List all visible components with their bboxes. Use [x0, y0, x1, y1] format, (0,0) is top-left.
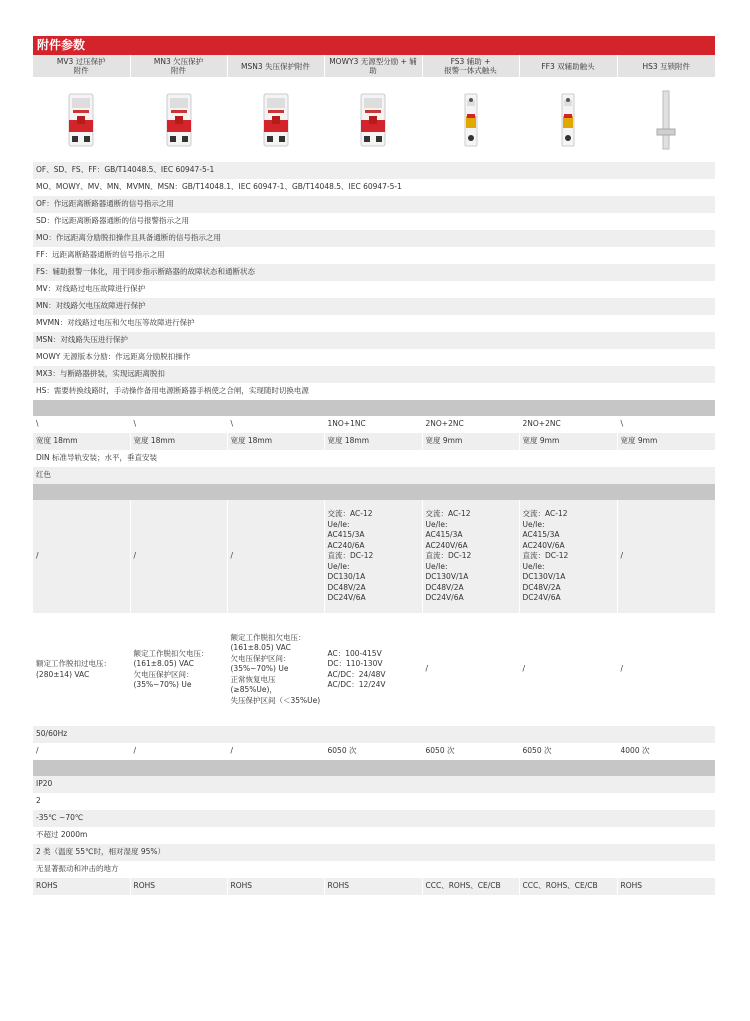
protection-grade: IP20	[33, 776, 715, 793]
description-line: MO：作远距离分励脱扣操作且具备通断的信号指示之用	[33, 230, 715, 247]
description-line: OF：作远距离断路器通断的信号指示之用	[33, 196, 715, 213]
mechanical-life: 6050 次	[519, 743, 617, 760]
column-header: MOWY3 无源型分励 + 辅 助	[324, 55, 422, 77]
rated-current: 交流：AC-12 Ue/Ie: AC415/3A AC240/6A 直流：DC-12 Ue/Ie: DC130/1A DC48V/2A DC24V/6A	[324, 500, 422, 613]
rated-voltage: AC：100-415V DC：110-130V AC/DC：24/48V AC/DC：12/24V	[324, 613, 422, 726]
rated-current: /	[33, 500, 130, 613]
section-divider	[33, 760, 715, 776]
auxiliary-contact-icon	[561, 115, 575, 124]
description-line: OF、SD、FS、FF：GB/T14048.5、IEC 60947-5-1	[33, 162, 715, 179]
spec-sheet	[33, 36, 715, 895]
interlock-icon	[654, 115, 678, 124]
product-image	[617, 77, 715, 162]
frequency-value: 50/60Hz	[33, 726, 715, 743]
altitude-limit: 不超过 2000m	[33, 827, 715, 844]
certification: ROHS	[617, 878, 715, 895]
product-image	[519, 77, 617, 162]
rated-current: /	[130, 500, 227, 613]
description-line: MOWY 无源版本分励：作远距离分励脱扣操作	[33, 349, 715, 366]
description-line: MV：对线路过电压故障进行保护	[33, 281, 715, 298]
mounting-method: DIN 标准导轨安装；水平，垂直安装	[33, 450, 715, 467]
rated-current: /	[617, 500, 715, 613]
pollution-degree: 2	[33, 793, 715, 810]
module-width: 宽度 9mm	[519, 433, 617, 450]
color-value: 红色	[33, 467, 715, 484]
contact-config: \	[227, 416, 324, 433]
certification: ROHS	[130, 878, 227, 895]
description-line: HS：需要转换线路时，手动操作备用电源断路器手柄使之合闸，实现随时切换电源	[33, 383, 715, 400]
breaker-accessory-icon	[166, 115, 192, 124]
certification: ROHS	[324, 878, 422, 895]
description-line: MX3：与断路器拼装，实现远距离脱扣	[33, 366, 715, 383]
humidity-class: 2 类（温度 55℃时，相对湿度 95%）	[33, 844, 715, 861]
description-line: MVMN：对线路过电压和欠电压等故障进行保护	[33, 315, 715, 332]
rated-current: 交流：AC-12 Ue/Ie: AC415/3A AC240V/6A 直流：DC-12 Ue/Ie: DC130V/1A DC48V/2A DC24V/6A	[519, 500, 617, 613]
module-width: 宽度 18mm	[324, 433, 422, 450]
description-line: MSN：对线路失压进行保护	[33, 332, 715, 349]
section-divider	[33, 484, 715, 500]
rated-voltage: /	[519, 613, 617, 726]
description-line: FS：辅助报警一体化，用于同步指示断路器的故障状态和通断状态	[33, 264, 715, 281]
description-line: MO、MOWY、MV、MN、MVMN、MSN：GB/T14048.1、IEC 60947-1、GB/T14048.5、IEC 60947-5-1	[33, 179, 715, 196]
description-line: MN：对线路欠电压故障进行保护	[33, 298, 715, 315]
breaker-accessory-icon	[263, 115, 289, 124]
mechanical-life: /	[33, 743, 130, 760]
certification: ROHS	[227, 878, 324, 895]
description-line: FF：远距离断路器通断的信号指示之用	[33, 247, 715, 264]
module-width: 宽度 18mm	[227, 433, 324, 450]
auxiliary-contact-icon	[464, 115, 478, 124]
installation-environment: 无显著振动和冲击的地方	[33, 861, 715, 878]
mechanical-life: 4000 次	[617, 743, 715, 760]
breaker-accessory-icon	[68, 115, 94, 124]
rated-voltage: 额定工作脱扣欠电压： (161±8.05) VAC 欠电压保护区间： (35%~70%) Ue	[130, 613, 227, 726]
temperature-range: -35℃ ~70℃	[33, 810, 715, 827]
rated-voltage: 额定工作脱扣欠电压： (161±8.05) VAC 欠电压保护区间： (35%~70%) Ue 正常恢复电压 (≥85%Ue)， 失压保护区间（＜35%Ue)	[227, 613, 324, 726]
description-line: SD：作远距离断路器通断的信号报警指示之用	[33, 213, 715, 230]
contact-config: \	[617, 416, 715, 433]
product-image	[227, 77, 324, 162]
column-header: MN3 欠压保护 附件	[130, 55, 227, 77]
product-image	[33, 77, 130, 162]
product-image	[324, 77, 422, 162]
mechanical-life: /	[227, 743, 324, 760]
spec-table	[33, 55, 715, 895]
breaker-accessory-icon	[360, 115, 386, 124]
rated-current: /	[227, 500, 324, 613]
rated-voltage: /	[422, 613, 519, 726]
product-image	[422, 77, 519, 162]
certification: CCC、ROHS、CE/CB	[422, 878, 519, 895]
mechanical-life: /	[130, 743, 227, 760]
module-width: 宽度 18mm	[130, 433, 227, 450]
contact-config: \	[33, 416, 130, 433]
column-header: HS3 互锁附件	[617, 55, 715, 77]
contact-config: 2NO+2NC	[519, 416, 617, 433]
rated-current: 交流：AC-12 Ue/Ie: AC415/3A AC240V/6A 直流：DC-12 Ue/Ie: DC130V/1A DC48V/2A DC24V/6A	[422, 500, 519, 613]
contact-config: \	[130, 416, 227, 433]
mechanical-life: 6050 次	[324, 743, 422, 760]
column-header: MSN3 失压保护附件	[227, 55, 324, 77]
page-title: 附件参数	[33, 36, 715, 55]
contact-config: 1NO+1NC	[324, 416, 422, 433]
section-divider	[33, 400, 715, 416]
column-header: FF3 双辅助触头	[519, 55, 617, 77]
rated-voltage: 额定工作脱扣过电压： (280±14) VAC	[33, 613, 130, 726]
certification: ROHS	[33, 878, 130, 895]
column-header: MV3 过压保护 附件	[33, 55, 130, 77]
module-width: 宽度 9mm	[617, 433, 715, 450]
module-width: 宽度 9mm	[422, 433, 519, 450]
contact-config: 2NO+2NC	[422, 416, 519, 433]
column-header: FS3 辅助 + 报警一体式触头	[422, 55, 519, 77]
mechanical-life: 6050 次	[422, 743, 519, 760]
rated-voltage: /	[617, 613, 715, 726]
product-image	[130, 77, 227, 162]
certification: CCC、ROHS、CE/CB	[519, 878, 617, 895]
module-width: 宽度 18mm	[33, 433, 130, 450]
